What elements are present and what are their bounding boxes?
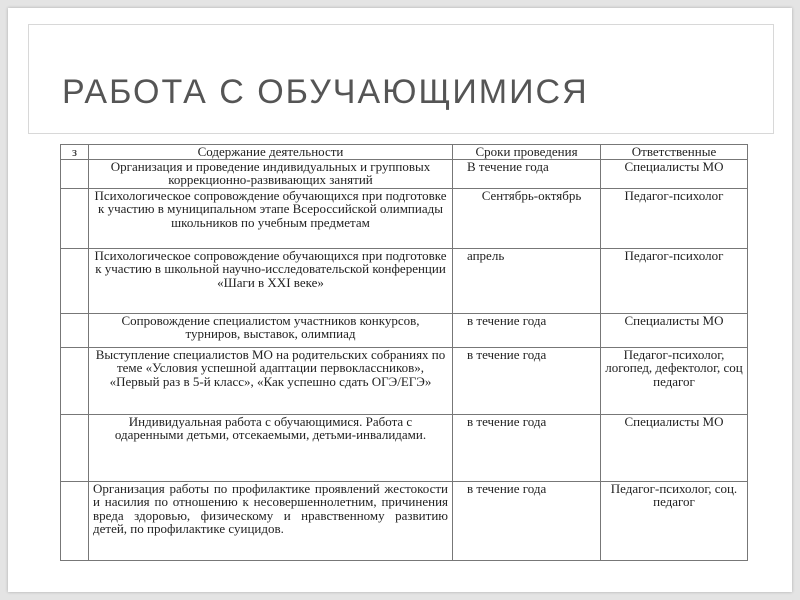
term-cell: апрель (453, 248, 601, 313)
table-row (61, 347, 748, 414)
activities-table-wrap (60, 144, 747, 561)
header-num: з (61, 145, 89, 160)
responsible-cell: Педагог-психолог, соц. педагог (601, 481, 748, 560)
content-cell: Организация работы по профилактике проявлений жестокости и насилия по отношению к несовершеннолетним, причинения вреда здоровью, физическому и нравственному развитию детей, по профилактике суицидов. (89, 481, 453, 560)
content-cell: Индивидуальная работа с обучающимися. Работа с одаренными детьми, отсекаемыми, детьми-инвалидами. (89, 414, 453, 481)
row-num-cell (61, 248, 89, 313)
title-box (28, 24, 774, 134)
term-cell: в течение года (453, 313, 601, 347)
table-row (61, 414, 748, 481)
slide (8, 8, 792, 592)
responsible-cell: Педагог-психолог (601, 248, 748, 313)
table-row (61, 159, 748, 188)
term-cell: В течение года (453, 159, 601, 188)
table-row (61, 248, 748, 313)
content-cell: Выступление специалистов МО на родительских собраниях по теме «Условия успешной адаптации первоклассников», «Первый раз в 5-й класс», «Как успешно сдать ОГЭ/ЕГЭ» (89, 347, 453, 414)
responsible-cell: Педагог-психолог (601, 188, 748, 248)
responsible-cell: Педагог-психолог, логопед, дефектолог, соц педагог (601, 347, 748, 414)
term-cell: в течение года (453, 481, 601, 560)
term-cell: в течение года (453, 347, 601, 414)
row-num-cell (61, 313, 89, 347)
term-cell: в течение года (453, 414, 601, 481)
row-num-cell (61, 188, 89, 248)
row-num-cell (61, 347, 89, 414)
header-responsible: Ответственные (601, 145, 748, 160)
row-num-cell (61, 159, 89, 188)
content-cell: Сопровождение специалистом участников конкурсов, турниров, выставок, олимпиад (89, 313, 453, 347)
responsible-cell: Специалисты МО (601, 414, 748, 481)
table-header-row (61, 145, 748, 160)
table-row (61, 188, 748, 248)
content-cell: Психологическое сопровождение обучающихся при подготовке к участию в школьной научно-исследовательской конференции «Шаги в XXI веке» (89, 248, 453, 313)
content-cell: Психологическое сопровождение обучающихся при подготовке к участию в муниципальном этапе Всероссийской олимпиады школьников по учебным предметам (89, 188, 453, 248)
responsible-cell: Специалисты МО (601, 159, 748, 188)
term-cell: Сентябрь-октябрь (453, 188, 601, 248)
slide-title: РАБОТА С ОБУЧАЮЩИМИСЯ (62, 73, 589, 111)
activities-table (60, 144, 748, 561)
table-row (61, 313, 748, 347)
row-num-cell (61, 481, 89, 560)
header-term: Сроки проведения (453, 145, 601, 160)
header-content: Содержание деятельности (89, 145, 453, 160)
responsible-cell: Специалисты МО (601, 313, 748, 347)
row-num-cell (61, 414, 89, 481)
content-cell: Организация и проведение индивидуальных и групповых коррекционно-развивающих занятий (89, 159, 453, 188)
table-row (61, 481, 748, 560)
